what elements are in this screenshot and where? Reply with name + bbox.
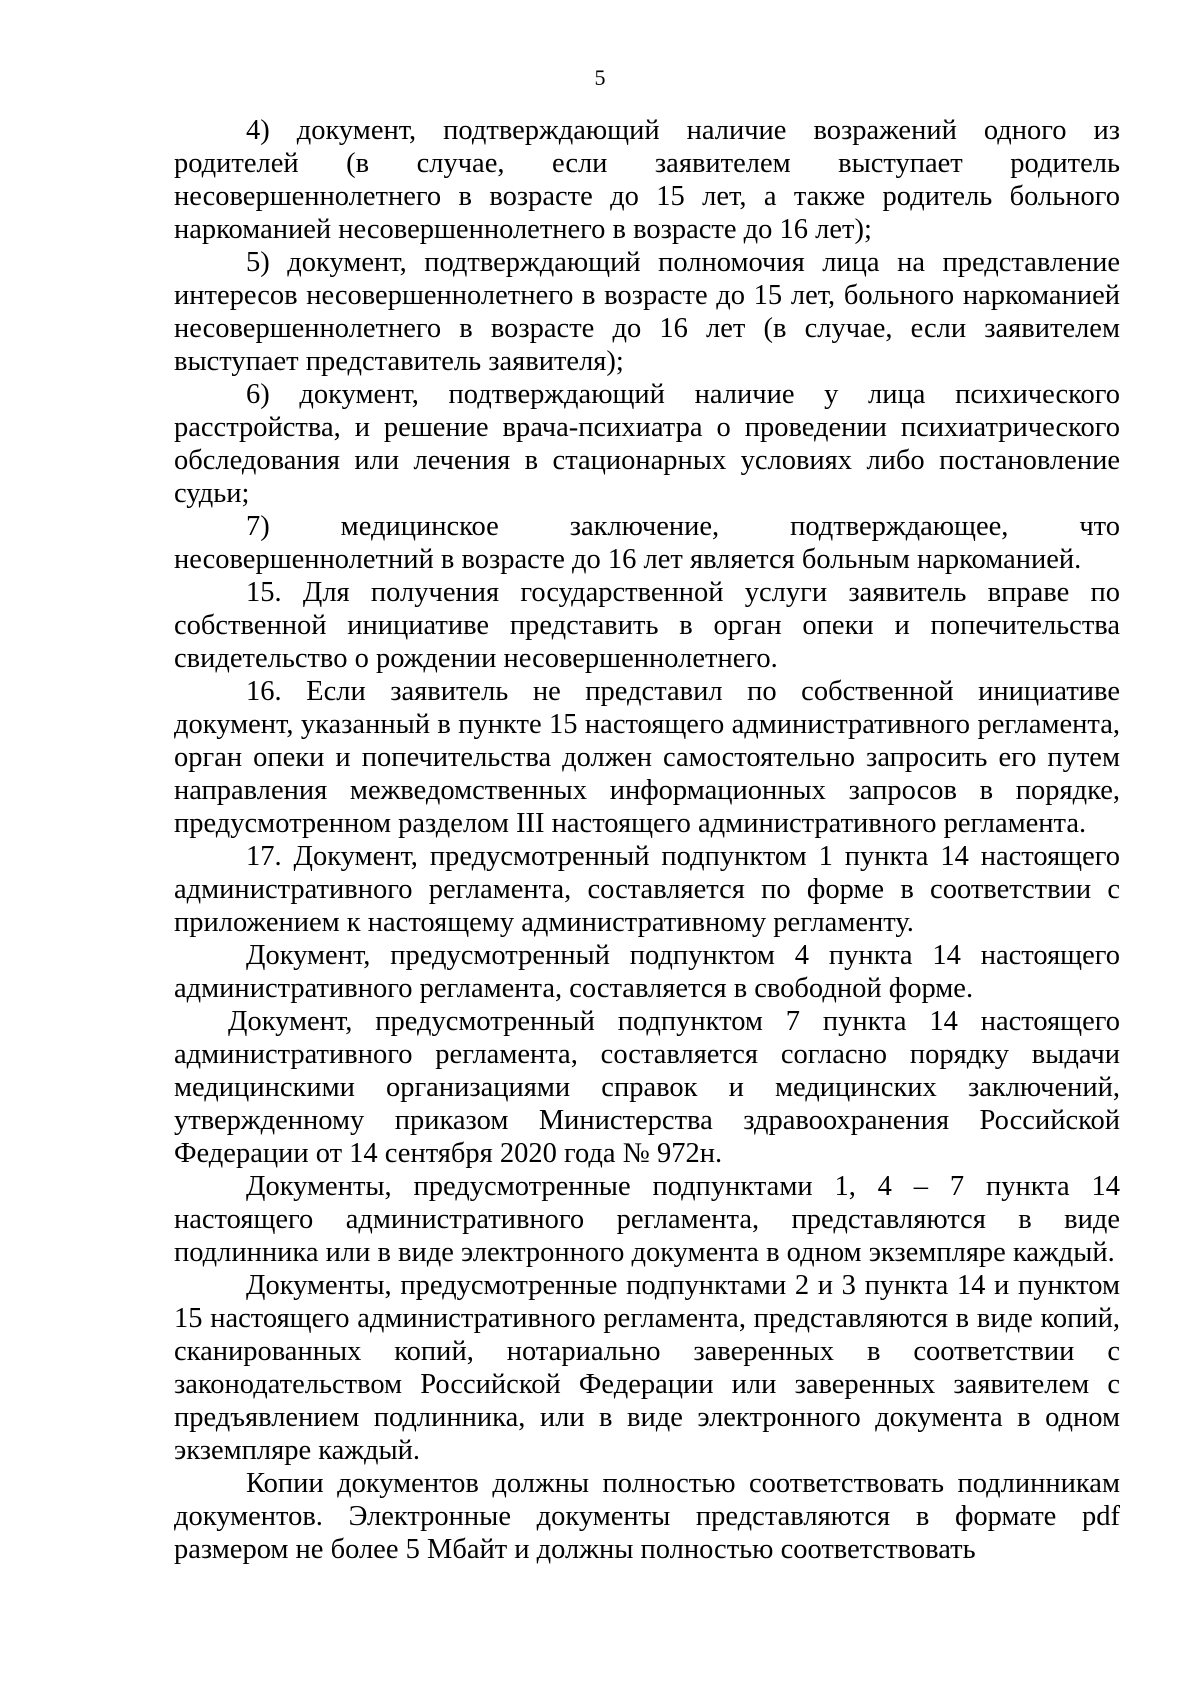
paragraph-item-6: 6) документ, подтверждающий наличие у лица психического расстройства, и решение врача-психиатра о проведении психиатрического обследования или лечения в стационарных условиях либо постановление судьи; [174, 379, 1120, 509]
paragraph-clause-17: 17. Документ, предусмотренный подпунктом 1 пункта 14 настоящего административного регламента, составляется по форме в соответствии с приложением к настоящему административному регламенту. [174, 841, 1120, 938]
paragraph-clause-15: 15. Для получения государственной услуги заявитель вправе по собственной инициативе представить в орган опеки и попечительства свидетельство о рождении несовершеннолетнего. [174, 577, 1120, 674]
paragraph-copies-requirements: Копии документов должны полностью соответствовать подлинникам документов. Электронные документы представляются в формате pdf размером не более 5 Мбайт и должны полностью соответствовать [174, 1468, 1120, 1565]
page-number: 5 [594, 65, 606, 90]
paragraph-item-7: 7) медицинское заключение, подтверждающее, что несовершеннолетний в возрасте до 16 лет является больным наркоманией. [174, 511, 1120, 575]
paragraph-item-4: 4) документ, подтверждающий наличие возражений одного из родителей (в случае, если заявителем выступает родитель несовершеннолетнего в возрасте до 15 лет, а также родитель больного наркоманией несовершеннолетнего в возрасте до 16 лет); [174, 115, 1120, 245]
paragraph-document-item-4: Документ, предусмотренный подпунктом 4 пункта 14 настоящего административного регламента, составляется в свободной форме. [174, 940, 1120, 1004]
paragraph-clause-16: 16. Если заявитель не представил по собственной инициативе документ, указанный в пункте 15 настоящего административного регламента, орган опеки и попечительства должен самостоятельно запросить его путем направления межведомственных информационных запросов в порядке, предусмотренном разделом III настоящего административного регламента. [174, 676, 1120, 839]
paragraph-documents-copies: Документы, предусмотренные подпунктами 2 и 3 пункта 14 и пунктом 15 настоящего административного регламента, представляются в виде копий, сканированных копий, нотариально заверенных в соответствии с законодательством Российской Федерации или заверенных заявителем с предъявлением подлинника, или в виде электронного документа в одном экземпляре каждый. [174, 1270, 1120, 1466]
paragraph-documents-originals: Документы, предусмотренные подпунктами 1, 4 – 7 пункта 14 настоящего административного регламента, представляются в виде подлинника или в виде электронного документа в одном экземпляре каждый. [174, 1171, 1120, 1268]
paragraph-item-5: 5) документ, подтверждающий полномочия лица на представление интересов несовершеннолетнего в возрасте до 15 лет, больного наркоманией несовершеннолетнего в возрасте до 16 лет (в случае, если заявителем выступает представитель заявителя); [174, 247, 1120, 377]
document-body [174, 114, 1120, 1566]
paragraph-document-item-7: Документ, предусмотренный подпунктом 7 пункта 14 настоящего административного регламента, составляется согласно порядку выдачи медицинскими организациями справок и медицинских заключений, утвержденному приказом Министерства здравоохранения Российской Федерации от 14 сентября 2020 года № 972н. [174, 1006, 1120, 1169]
